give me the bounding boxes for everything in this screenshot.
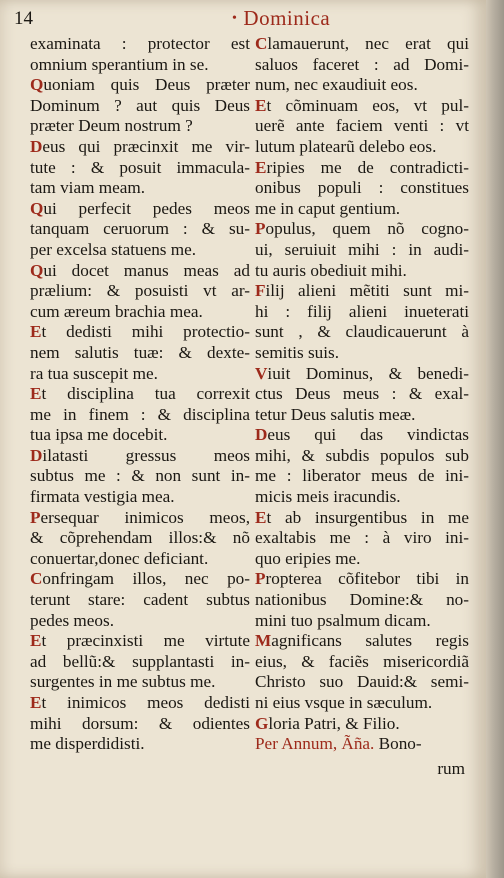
line-text: mini tuo psalmum dicam. [255,610,431,630]
text-line [30,714,250,735]
text-line [30,611,250,632]
line-text: me in caput gentium. [255,198,401,218]
text-line [30,446,250,467]
rubricated-initial: E [30,693,42,712]
line-text: ripies me de contradicti- [266,157,469,177]
line-text: num, nec exaudiuit eos. [255,75,418,95]
line-text: loria Patri, & Filio. [268,713,400,733]
rubric-line [255,734,469,755]
text-line [255,261,469,282]
rubricated-initial: D [30,445,43,465]
line-text: ersequar inimicos meos, [40,507,250,527]
text-line [30,55,250,76]
rubricated-initial: Q [30,75,44,95]
text-line [255,364,469,385]
line-text: terunt stare: cadent subtus [30,590,250,610]
text-line [30,322,250,343]
rubricated-initial: P [255,219,266,239]
line-text: semitis suis. [255,342,340,362]
rubricated-initial: E [30,384,42,404]
left-text-column [30,34,250,755]
text-line [255,508,469,529]
text-line [255,55,469,76]
line-text: saluos faceret : ad Domi- [255,54,469,74]
text-line [30,302,250,323]
rubricated-initial: Q [30,198,44,218]
rubricated-initial: E [255,157,267,177]
line-text: mihi dorsum: & odientes [30,713,250,733]
text-line [30,425,250,446]
line-text: ilatasti gressus meos [42,445,250,465]
line-text: t disciplina tua correxit [41,384,250,404]
rubricated-initial: C [255,34,268,53]
text-line [255,219,469,240]
text-line [255,528,469,549]
text-line [30,137,250,158]
text-line [255,343,469,364]
rubricated-initial: D [255,425,268,445]
rubric-text: Per Annum, Ãña. [255,734,375,754]
text-line [30,364,250,385]
line-text: hi : filij alieni inueterati [255,301,469,321]
text-line [30,528,250,549]
line-text: ui docet manus meas ad [43,260,250,280]
line-text: eius, & faciẽs misericordiã [255,651,469,671]
text-line [30,569,250,590]
line-text: me : liberator meus de ini- [255,466,469,486]
line-text: onibus populi : constitues [255,178,469,198]
line-text: iuit Dominus, & benedi- [267,363,469,383]
text-line [30,672,250,693]
rubricated-initial: C [30,569,43,589]
line-text: exaltabis me : à viro ini- [255,528,469,548]
line-text: ilij alieni mẽtiti sunt mi- [265,281,469,301]
rubricated-initial: G [255,713,269,733]
text-line [30,508,250,529]
line-text: sunt , & claudicauerunt à [255,322,469,342]
rubric-continuation: Bono- [374,734,422,754]
text-line [255,631,469,652]
text-line [255,425,469,446]
text-line [255,446,469,467]
rubricated-initial: Q [30,260,44,280]
rubricated-initial: F [255,281,266,301]
line-text: ropterea cõfitebor tibi in [265,569,469,589]
line-text: tetur Deus salutis meæ. [255,404,416,424]
line-text: præter Deum nostrum ? [30,116,193,136]
text-line [30,384,250,405]
page-number: 14 [14,8,33,29]
text-line [255,569,469,590]
line-text: conuertar,donec deficiant. [30,548,209,568]
text-line [30,466,250,487]
title-ornament: • [232,11,238,26]
text-line [30,652,250,673]
line-text: mihi, & subdis populos sub [255,445,469,465]
line-text: Christo suo Dauid:& semi- [255,672,469,692]
line-text: uerẽ ante faciem venti : vt [255,116,469,136]
line-text: firmata vestigia mea. [30,487,175,507]
text-line [255,714,469,735]
rubricated-initial: V [255,363,268,383]
text-line [30,178,250,199]
line-text: tua ipsa me docebit. [30,425,168,445]
line-text: ui perfecit pedes meos [43,198,250,218]
text-line [255,611,469,632]
text-line [255,652,469,673]
right-text-column [255,34,469,779]
text-line [255,487,469,508]
line-text: opulus, quem nõ cogno- [265,219,469,239]
text-line [30,487,250,508]
line-text: nationibus Domine:& no- [255,590,469,610]
text-line [30,199,250,220]
text-line [255,199,469,220]
text-line [30,240,250,261]
line-text: t ab insurgentibus in me [266,507,469,527]
text-line [255,693,469,714]
text-line [255,302,469,323]
text-line [255,116,469,137]
line-text: surgentes in me subtus me. [30,672,216,692]
line-text: onfringam illos, nec po- [42,569,250,589]
text-line [255,75,469,96]
text-line [255,96,469,117]
rubricated-initial: P [255,569,266,589]
text-line [30,734,250,755]
line-text: tu auris obediuit mihi. [255,260,407,280]
text-line [255,384,469,405]
page-header [14,6,462,32]
line-text: me disperdidisti. [30,734,145,754]
rubricated-initial: E [30,322,42,342]
text-line [255,322,469,343]
running-title [232,6,330,31]
line-text: ra tua suscepit me. [30,363,158,383]
line-text: uoniam quis Deus præter [43,75,250,95]
text-line [255,240,469,261]
rubricated-initial: E [30,631,42,651]
text-line [30,75,250,96]
text-line [30,219,250,240]
text-line [255,178,469,199]
line-text: t præcinxisti me virtute [41,631,250,651]
running-title-text: Dominica [243,6,331,30]
line-text: t dedisti mihi protectio- [41,322,250,342]
line-text: ui, seruiuit mihi : in audi- [255,239,469,259]
text-line [30,261,250,282]
catchword: rum [437,758,465,778]
right-column-lines [255,34,469,734]
text-line [30,405,250,426]
text-line [30,549,250,570]
text-line [30,281,250,302]
text-line [30,116,250,137]
text-line [255,281,469,302]
text-line [255,549,469,570]
line-text: examinata : protector est [30,34,250,53]
line-text: & cõprehendam illos:& nõ [30,528,250,548]
text-line [255,158,469,179]
rubricated-initial: E [255,507,267,527]
text-line [255,672,469,693]
line-text: Dominum ? aut quis Deus [30,95,250,115]
line-text: quo eripies me. [255,548,361,568]
text-line [255,590,469,611]
text-line [30,158,250,179]
line-text: t cõminuam eos, vt pul- [266,95,469,115]
text-line [255,466,469,487]
text-line [30,631,250,652]
line-text: prælium: & posuisti vt ar- [30,281,250,301]
line-text: lamauerunt, nec erat qui [267,34,469,53]
text-line [30,590,250,611]
line-text: tanquam ceruorum : & su- [30,219,250,239]
line-text: eus qui præcinxit me vir- [42,136,250,156]
text-line [30,343,250,364]
line-text: ctus Deus meus : & exal- [255,384,469,404]
line-text: subtus me : & non sunt in- [30,466,250,486]
rubricated-initial: M [255,631,272,651]
line-text: me in finem : & disciplina [30,404,250,424]
rubricated-initial: D [30,136,43,156]
line-text: eus qui das vindictas [267,425,469,445]
rubricated-initial: P [30,507,41,527]
line-text: lutum platearũ delebo eos. [255,136,437,156]
rubricated-initial: E [255,95,267,115]
text-line [30,693,250,714]
text-line [255,137,469,158]
line-text: tute : & posuit immacula- [30,157,250,177]
line-text: ad bellũ:& supplantasti in- [30,651,250,671]
text-line [255,34,469,55]
line-text: micis meis iracundis. [255,487,401,507]
line-text: tam viam meam. [30,178,146,198]
line-text: t inimicos meos dedisti [41,693,250,712]
page-edge [486,0,504,878]
text-line [30,34,250,55]
text-line [30,96,250,117]
line-text: omnium sperantium in se. [30,54,209,74]
text-line [255,405,469,426]
line-text: cum æreum brachia mea. [30,301,203,321]
line-text: per excelsa statuens me. [30,239,197,259]
line-text: agnificans salutes regis [271,631,469,651]
line-text: ni eius vsque in sæculum. [255,693,433,712]
line-text: nem salutis tuæ: & dexte- [30,342,250,362]
line-text: pedes meos. [30,610,115,630]
